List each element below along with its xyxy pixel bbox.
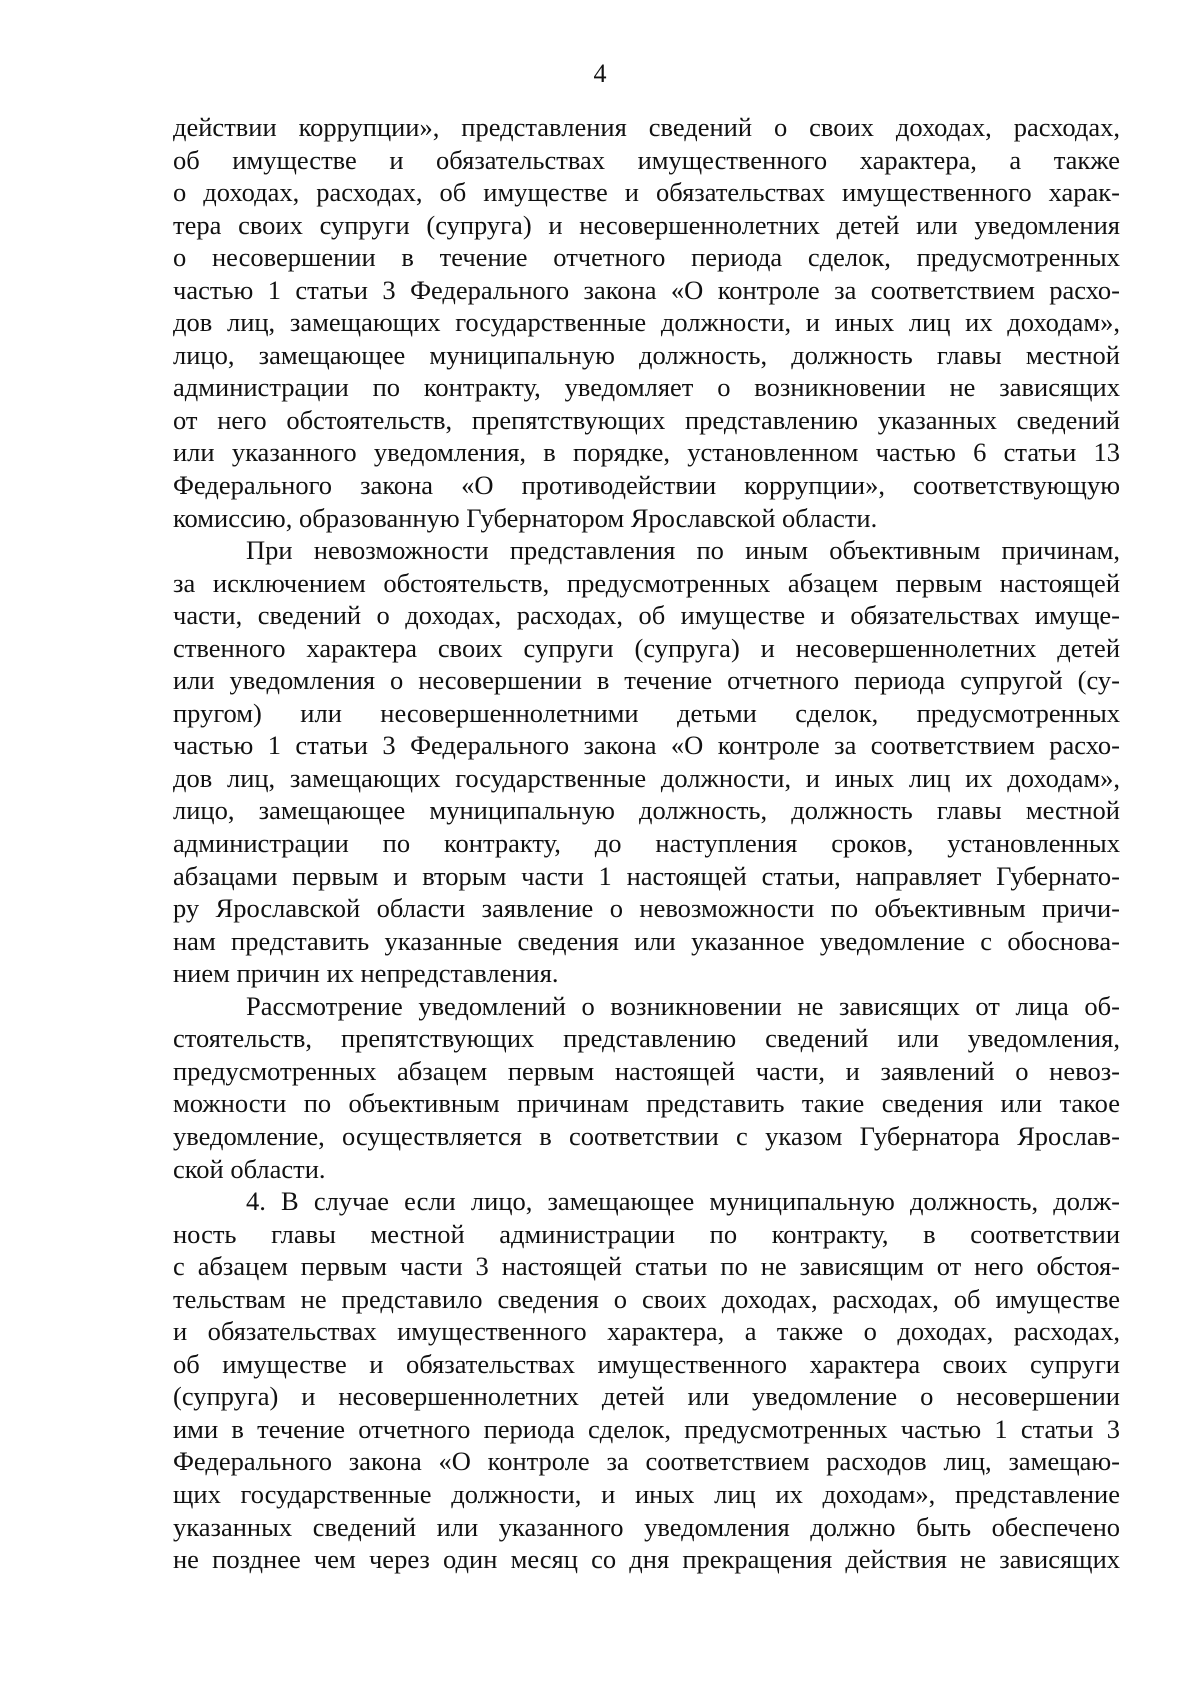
text-line: предусмотренных абзацем первым настоящей части, и заявлений о невоз- xyxy=(173,1055,1120,1086)
text-line: не позднее чем через один месяц со дня прекращения действия не зависящих xyxy=(173,1544,1120,1575)
text-line: Федерального закона «О контроле за соответствием расходов лиц, замещаю- xyxy=(173,1446,1120,1477)
text-line: о доходах, расходах, об имуществе и обязательствах имущественного харак- xyxy=(173,177,1120,208)
text-line: пругом) или несовершеннолетними детьми сделок, предусмотренных xyxy=(173,697,1120,728)
text-line: ность главы местной администрации по контракту, в соответствии xyxy=(173,1218,1120,1249)
text-line: (супруга) и несовершеннолетних детей или уведомление о несовершении xyxy=(173,1381,1120,1412)
text-line: частью 1 статьи 3 Федерального закона «О контроле за соответствием расхо- xyxy=(173,730,1120,761)
text-line: от него обстоятельств, препятствующих представлению указанных сведений xyxy=(173,404,1120,435)
text-line: абзацами первым и вторым части 1 настоящей статьи, направляет Губернато- xyxy=(173,860,1120,891)
paragraph-last-line: комиссию, образованную Губернатором Ярославской области. xyxy=(173,502,878,533)
text-line: части, сведений о доходах, расходах, об имуществе и обязательствах имуще- xyxy=(173,600,1120,631)
text-line: и обязательствах имущественного характера, а также о доходах, расходах, xyxy=(173,1316,1120,1347)
paragraph-last-line: нием причин их непредставления. xyxy=(173,958,559,989)
text-line: об имуществе и обязательствах имущественного характера, а также xyxy=(173,144,1120,175)
paragraph-first-line: 4. В случае если лицо, замещающее муниципальную должность, долж- xyxy=(246,1186,1120,1217)
text-line: можности по объективным причинам представить такие сведения или такое xyxy=(173,1088,1120,1119)
text-line: дов лиц, замещающих государственные должности, и иных лиц их доходам», xyxy=(173,307,1120,338)
text-line: ственного характера своих супруги (супруга) и несовершеннолетних детей xyxy=(173,632,1120,663)
text-line: за исключением обстоятельств, предусмотренных абзацем первым настоящей xyxy=(173,567,1120,598)
text-line: лицо, замещающее муниципальную должность, должность главы местной xyxy=(173,795,1120,826)
text-line: администрации по контракту, уведомляет о возникновении не зависящих xyxy=(173,372,1120,403)
text-line: Федерального закона «О противодействии коррупции», соответствующую xyxy=(173,470,1120,501)
text-line: ими в течение отчетного периода сделок, предусмотренных частью 1 статьи 3 xyxy=(173,1413,1120,1444)
text-line: об имуществе и обязательствах имущественного характера своих супруги xyxy=(173,1348,1120,1379)
text-line: лицо, замещающее муниципальную должность, должность главы местной xyxy=(173,339,1120,370)
text-line: тельствам не представило сведения о своих доходах, расходах, об имуществе xyxy=(173,1283,1120,1314)
text-line: о несовершении в течение отчетного периода сделок, предусмотренных xyxy=(173,242,1120,273)
text-line: стоятельств, препятствующих представлению сведений или уведомления, xyxy=(173,1023,1120,1054)
text-line: или указанного уведомления, в порядке, установленном частью 6 статьи 13 xyxy=(173,437,1120,468)
text-line: или уведомления о несовершении в течение отчетного периода супругой (су- xyxy=(173,665,1120,696)
text-line: дов лиц, замещающих государственные должности, и иных лиц их доходам», xyxy=(173,762,1120,793)
text-line: администрации по контракту, до наступления сроков, установленных xyxy=(173,828,1120,859)
paragraph-first-line: Рассмотрение уведомлений о возникновении не зависящих от лица об- xyxy=(246,990,1120,1021)
text-line: ру Ярославской области заявление о невозможности по объективным причи- xyxy=(173,893,1120,924)
text-line: с абзацем первым части 3 настоящей статьи по не зависящим от него обстоя- xyxy=(173,1251,1120,1282)
paragraph-last-line: ской области. xyxy=(173,1153,326,1184)
page-number: 4 xyxy=(593,59,607,88)
text-line: указанных сведений или указанного уведомления должно быть обеспечено xyxy=(173,1511,1120,1542)
text-line: щих государственные должности, и иных лиц их доходам», представление xyxy=(173,1478,1120,1509)
text-line: действии коррупции», представления сведений о своих доходах, расходах, xyxy=(173,112,1120,142)
text-line: частью 1 статьи 3 Федерального закона «О контроле за соответствием расхо- xyxy=(173,274,1120,305)
text-line: тера своих супруги (супруга) и несовершеннолетних детей или уведомления xyxy=(173,209,1120,240)
text-line: уведомление, осуществляется в соответствии с указом Губернатора Ярослав- xyxy=(173,1120,1120,1151)
paragraph-first-line: При невозможности представления по иным объективным причинам, xyxy=(246,535,1120,566)
text-line: нам представить указанные сведения или указанное уведомление с обоснова- xyxy=(173,925,1120,956)
document-body xyxy=(173,111,1120,1576)
